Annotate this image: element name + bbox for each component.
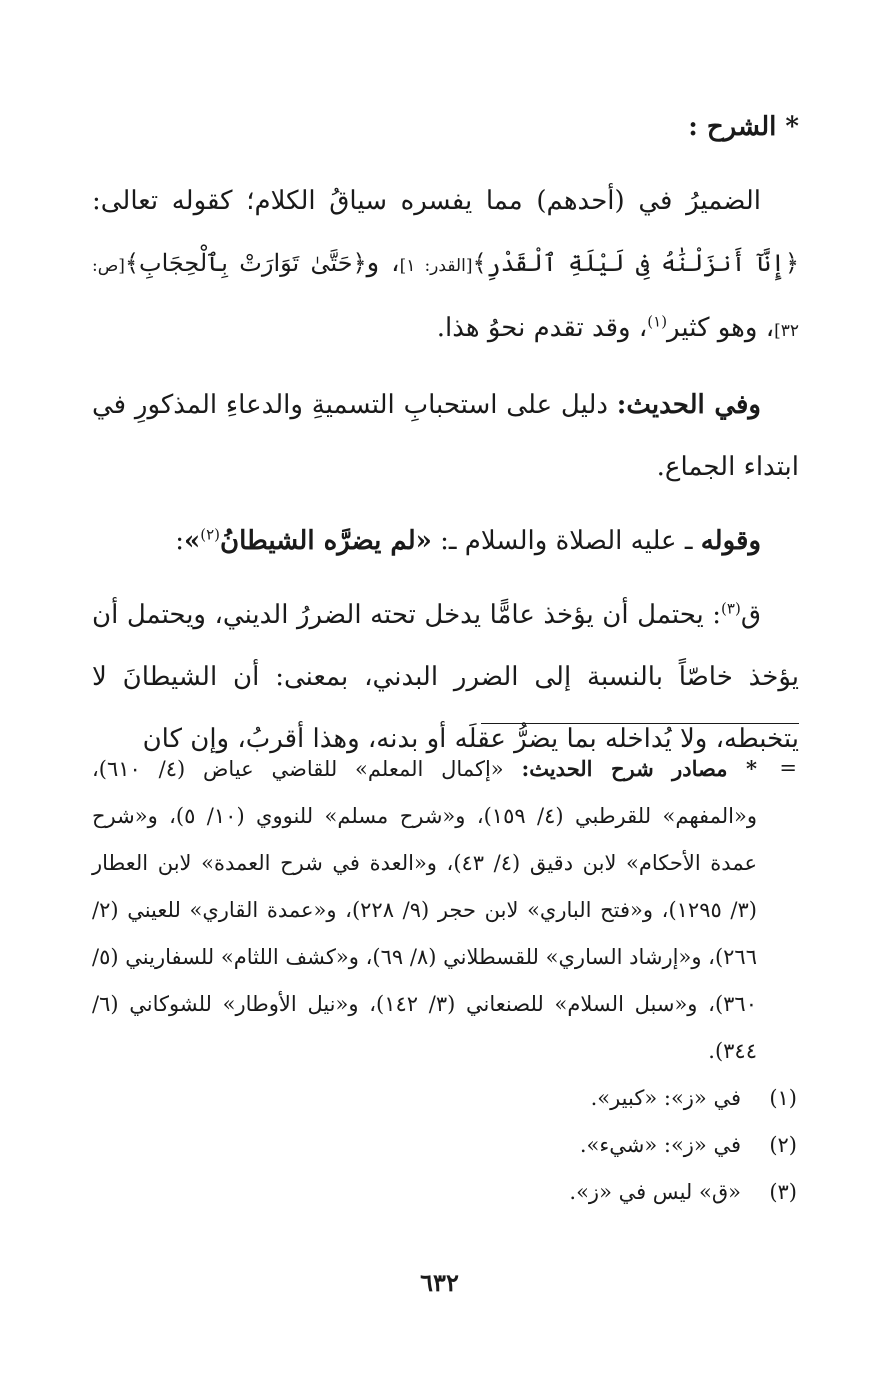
paragraph-commentary [92, 584, 799, 770]
sources-label: * مصادر شرح الحديث: [521, 756, 757, 781]
footnote-number: (٣) [769, 1180, 797, 1204]
footnote-2 [92, 1122, 799, 1169]
quran-verse-sad: ﴿حَتَّىٰ تَوَارَتْ بِٱلْحِجَابِ﴾ [124, 249, 367, 277]
footnote-3 [92, 1169, 799, 1216]
hadith-sources-note [92, 745, 799, 1075]
footnote-text: في «ز»: «كبير». [590, 1086, 741, 1110]
quran-verse-qadr: ﴿إِنَّآ أَنزَلْنَٰهُ فِى لَيْلَةِ ٱلْقَدْرِ﴾ [472, 249, 800, 277]
sources-text: «إكمال المعلم» للقاضي عياض (٤/ ٦١٠)، و«المفهم» للقرطبي (٤/ ١٥٩)، و«شرح مسلم» للنووي (١٠/ ٥)، و«شرح عمدة الأحكام» لابن دقيق (٤/ ٤٣)، و«العدة في شرح العمدة» لابن العطار (٣/ ١٢٩٥)، و«فتح الباري» لابن حجر (٩/ ٢٢٨)، و«عمدة القاري» للعيني (٢/ ٢٦٦)، و«إرشاد الساري» للقسطلاني (٨/ ٦٩)، و«كشف اللثام» للسفاريني (٥/ ٣٦٠)، و«سبل السلام» للصنعاني (٣/ ١٤٢)، و«نيل الأوطار» للشوكاني (٦/ ٣٤٤). [92, 757, 757, 1063]
para3-label: وقوله [700, 526, 761, 556]
para2-label: وفي الحديث: [616, 390, 761, 420]
paragraph-pronoun [92, 170, 799, 362]
continuation-mark: = [779, 756, 797, 780]
paragraph-hadith-evidence [92, 374, 799, 498]
page-number: ٦٣٢ [420, 1268, 459, 1297]
verse-reference-qadr: [القدر: ١] [399, 256, 473, 276]
hadith-quote-close: » [184, 526, 201, 556]
footnote-text: «ق» ليس في «ز». [569, 1180, 741, 1204]
footnote-number: (١) [769, 1086, 797, 1110]
main-text [92, 96, 799, 770]
para1-end: ، وقد تقدم نحوُ هذا. [436, 313, 648, 343]
footnotes-section [92, 745, 799, 1216]
section-heading: * الشرح : [688, 112, 799, 142]
para1-text: الضميرُ في (أحدهم) مما يفسره سياقُ الكلام؛ كقوله تعالى: [92, 186, 761, 216]
para2-text: دليل على استحبابِ التسميةِ والدعاءِ المذكورِ في ابتداء الجماع. [92, 390, 799, 482]
footnote-1 [92, 1075, 799, 1122]
para1-text-after: ، وهو كثير [667, 313, 775, 343]
footnote-number: (٢) [769, 1133, 797, 1157]
footnote-separator [481, 723, 799, 724]
para4-label: ق [740, 600, 761, 630]
para3-end: : [175, 526, 184, 556]
hadith-quote: «لم يضرَّه الشيطانُ [220, 526, 432, 556]
para3-text: ـ عليه الصلاة والسلام ـ: [431, 526, 701, 556]
paragraph-saying [92, 510, 799, 572]
footnote-marker-2: (٢) [200, 525, 221, 544]
conjunction: ، و [366, 248, 400, 278]
verse-reference-sad: [ص: ٣٢] [92, 256, 799, 341]
footnote-marker-1: (١) [647, 312, 668, 331]
para4-text: : يحتمل أن يؤخذ عامًّا يدخل تحته الضررُ الديني، ويحتمل أن يؤخذ خاصّاً بالنسبة إلى الضرر البدني، بمعنى: أن الشيطانَ لا يتخبطه، ولا يُداخله بما يضرُّ عقلَه أو بدنه، وهذا أقربُ، وإن كان [92, 600, 799, 754]
footnote-marker-3: (٣) [721, 599, 741, 618]
footnote-text: في «ز»: «شيء». [579, 1133, 741, 1157]
